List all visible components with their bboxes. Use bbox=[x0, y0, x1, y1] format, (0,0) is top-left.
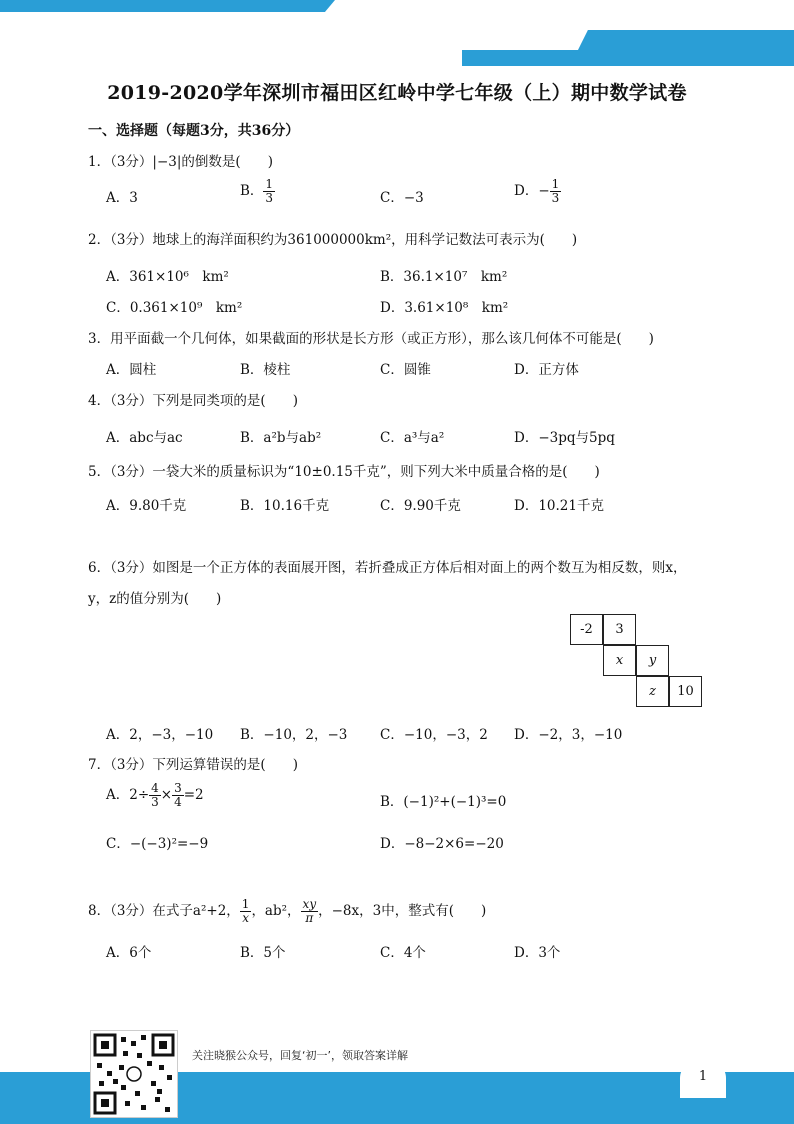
q7-option-d: D．−8−2×6=−20 bbox=[380, 836, 504, 852]
q7-option-a: A．2÷ $\frac{4}{3}$ × $\frac{3}{4}$ =2 bbox=[106, 781, 204, 809]
question-5: 5．（3分）一袋大米的质量标识为“10±0.15千克”，则下列大米中质量合格的是( ) bbox=[88, 464, 600, 480]
q1-option-a: A．3 bbox=[106, 190, 138, 206]
q4-option-b: B．a²b与ab² bbox=[240, 430, 322, 446]
footer-note: 关注晓猴公众号，回复‘初一’，领取答案详解 bbox=[192, 1049, 408, 1062]
q6-option-d: D．−2，3，−10 bbox=[514, 727, 623, 743]
q5-option-d: D．10.21千克 bbox=[514, 498, 604, 514]
question-3: 3．用平面截一个几何体，如果截面的形状是长方形（或正方形），那么该几何体不可能是( ) bbox=[88, 331, 654, 347]
net-cell: 10 bbox=[669, 676, 702, 707]
net-cell: x bbox=[603, 645, 636, 676]
page-title: 2019-2020学年深圳市福田区红岭中学七年级（上）期中数学试卷 bbox=[107, 82, 687, 104]
question-8: 8．（3分）在式子a²+2， $\frac{1}{x}$ ，ab²， $\frac{xy}{\pi}$ ，−8x，3中，整式有( ) bbox=[88, 897, 487, 925]
net-cell: z bbox=[636, 676, 669, 707]
net-cell: -2 bbox=[570, 614, 603, 645]
q8-option-c: C．4个 bbox=[380, 945, 426, 961]
q2-option-c: C．0.361×10⁹ km² bbox=[106, 300, 243, 316]
q1-option-b: B． $\frac{1}{3}$ bbox=[240, 177, 274, 205]
q4-option-a: A．abc与ac bbox=[106, 430, 183, 446]
qr-code-icon bbox=[90, 1030, 178, 1118]
q2-option-a: A．361×10⁶ km² bbox=[106, 269, 229, 285]
q6-option-c: C．−10，−3，2 bbox=[380, 727, 488, 743]
q4-option-c: C．a³与a² bbox=[380, 430, 445, 446]
q2-option-b: B．36.1×10⁷ km² bbox=[380, 269, 508, 285]
q4-option-d: D．−3pq与5pq bbox=[514, 430, 615, 446]
header-band-right bbox=[462, 30, 794, 66]
question-2: 2．（3分）地球上的海洋面积约为361000000km²，用科学记数法可表示为( ) bbox=[88, 232, 578, 248]
question-4: 4．（3分）下列是同类项的是( ) bbox=[88, 393, 298, 409]
question-7: 7．（3分）下列运算错误的是( ) bbox=[88, 757, 298, 773]
q8-option-b: B．5个 bbox=[240, 945, 286, 961]
q7-option-b: B．(−1)²+(−1)³=0 bbox=[380, 794, 507, 810]
q8-option-d: D．3个 bbox=[514, 945, 561, 961]
q3-option-d: D．正方体 bbox=[514, 362, 579, 378]
q3-option-c: C．圆锥 bbox=[380, 362, 431, 378]
q5-option-c: C．9.90千克 bbox=[380, 498, 461, 514]
q1-option-c: C．−3 bbox=[380, 190, 424, 206]
q3-option-a: A．圆柱 bbox=[106, 362, 157, 378]
q3-option-b: B．棱柱 bbox=[240, 362, 291, 378]
net-cell: 3 bbox=[603, 614, 636, 645]
q5-option-b: B．10.16千克 bbox=[240, 498, 330, 514]
question-6-line-2: y，z的值分别为( ) bbox=[88, 591, 222, 607]
header-band-left bbox=[0, 0, 335, 12]
q7-option-c: C．−(−3)²=−9 bbox=[106, 836, 209, 852]
net-cell: y bbox=[636, 645, 669, 676]
q6-option-b: B．−10，2，−3 bbox=[240, 727, 348, 743]
q8-option-a: A．6个 bbox=[106, 945, 152, 961]
question-1: 1．（3分）|−3|的倒数是( ) bbox=[88, 154, 273, 170]
question-6-line-1: 6．（3分）如图是一个正方体的表面展开图，若折叠成正方体后相对面上的两个数互为相反数，则x， bbox=[88, 560, 687, 576]
page-number: 1 bbox=[680, 1058, 726, 1098]
section-heading: 一、选择题（每题3分，共36分） bbox=[88, 123, 300, 139]
q5-option-a: A．9.80千克 bbox=[106, 498, 187, 514]
q1-option-d: D．− $\frac{1}{3}$ bbox=[514, 177, 560, 205]
q6-option-a: A．2，−3，−10 bbox=[106, 727, 214, 743]
q2-option-d: D．3.61×10⁸ km² bbox=[380, 300, 509, 316]
